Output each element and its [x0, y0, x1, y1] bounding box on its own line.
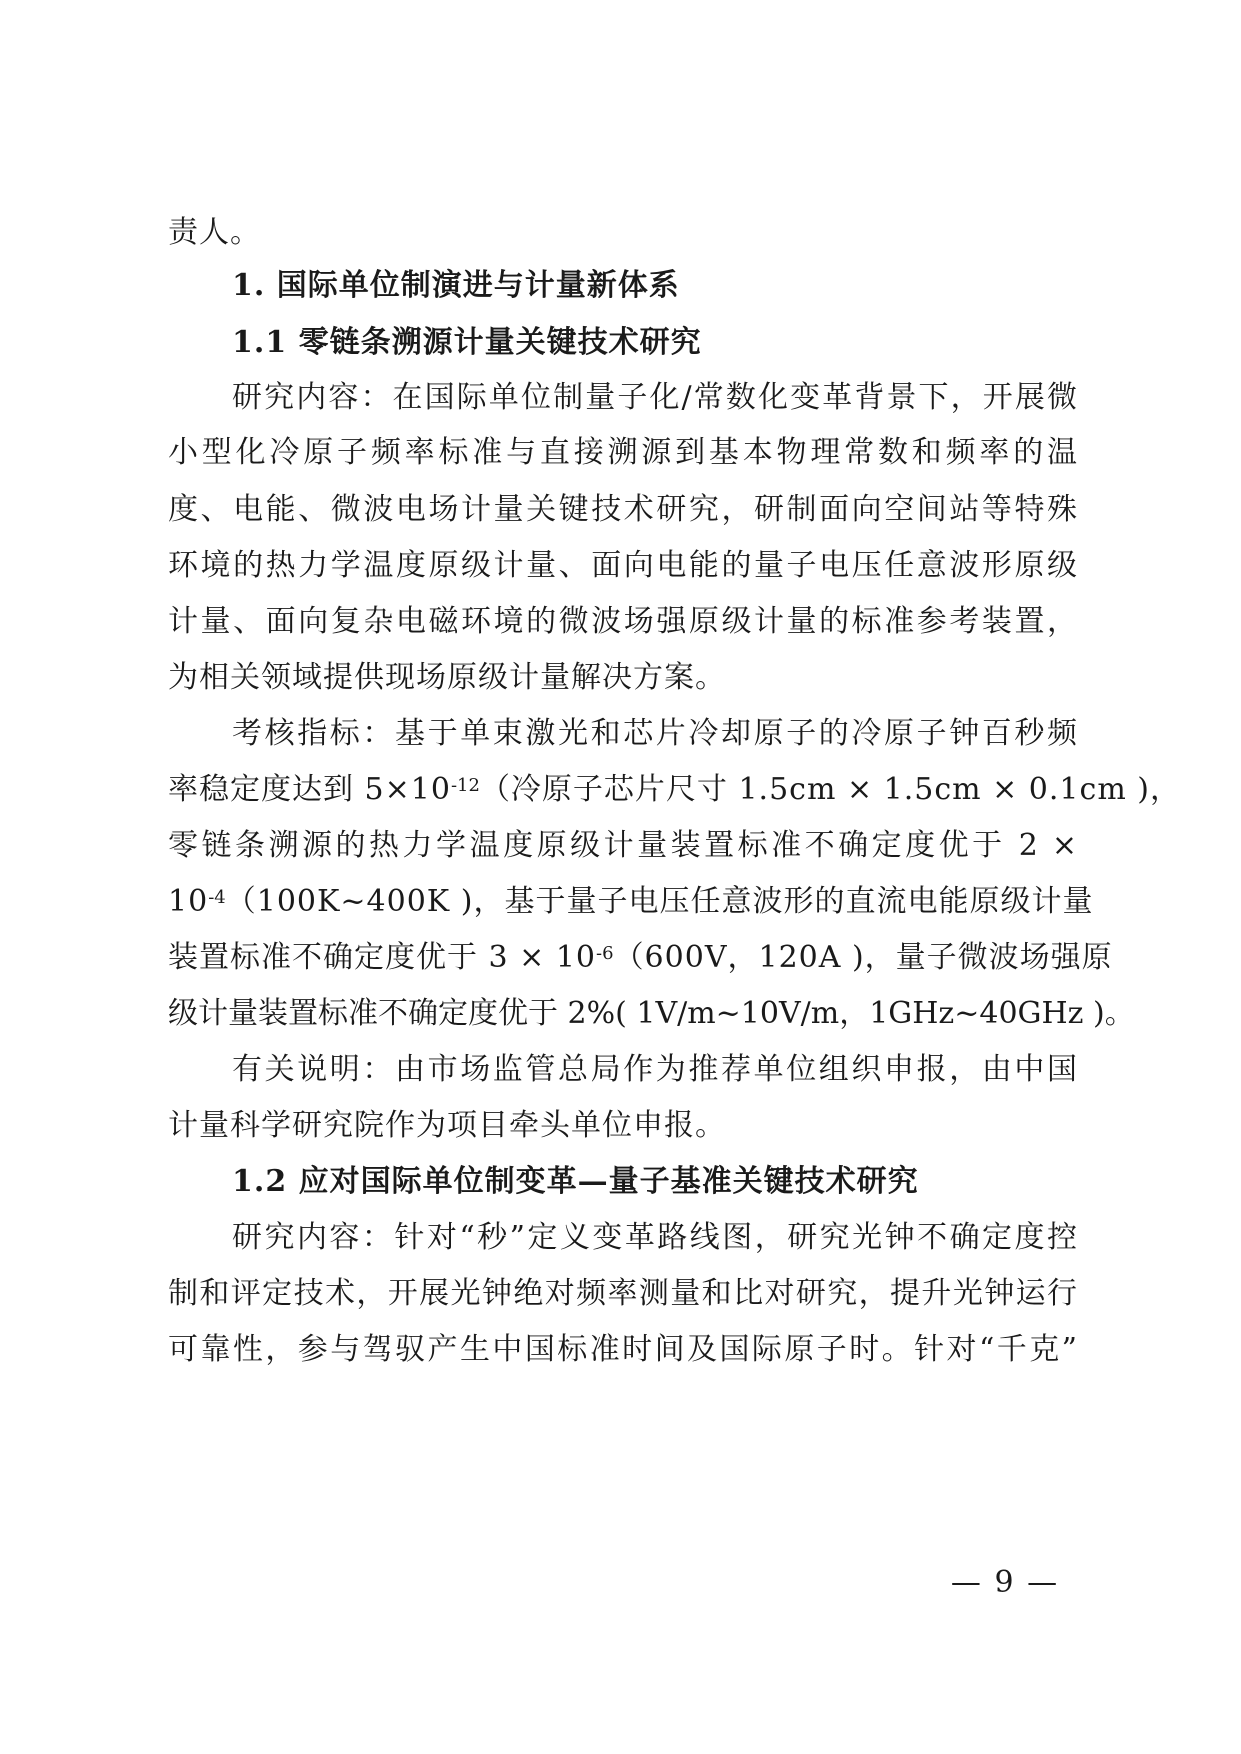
text-segment: 装置标准不确定度优于 3 × 10	[168, 940, 597, 975]
paragraph-line: 考核指标：基于单束激光和芯片冷却原子的冷原子钟百秒频	[232, 716, 1078, 751]
paragraph-line: 研究内容：在国际单位制量子化/常数化变革背景下，开展微	[232, 380, 1078, 415]
paragraph-line: 计量科学研究院作为项目牵头单位申报。	[168, 1108, 726, 1143]
subsection-heading-1-1: 1.1 零链条溯源计量关键技术研究	[232, 325, 702, 360]
superscript-exponent: -6	[596, 943, 614, 964]
paragraph-line: 零链条溯源的热力学温度原级计量装置标准不确定度优于 2 ×	[168, 828, 1078, 863]
paragraph-line: 度、电能、微波电场计量关键技术研究，研制面向空间站等特殊	[168, 492, 1078, 527]
paragraph-line-with-superscript	[168, 882, 1094, 922]
text-segment: （600V，120A )，量子微波场强原	[613, 940, 1113, 975]
page-number: — 9 —	[950, 1565, 1060, 1600]
text-line-continuation: 责人。	[168, 215, 261, 250]
superscript-exponent: -4	[208, 887, 226, 908]
paragraph-line: 有关说明：由市场监管总局作为推荐单位组织申报，由中国	[232, 1052, 1078, 1087]
paragraph-line-with-superscript	[168, 770, 1182, 810]
text-segment: 率稳定度达到 5×10	[168, 772, 451, 807]
paragraph-line: 环境的热力学温度原级计量、面向电能的量子电压任意波形原级	[168, 548, 1078, 583]
text-segment: 10	[168, 884, 209, 919]
superscript-exponent: -12	[450, 775, 480, 796]
subsection-heading-1-2: 1.2 应对国际单位制变革—量子基准关键技术研究	[232, 1164, 919, 1199]
paragraph-line: 制和评定技术，开展光钟绝对频率测量和比对研究，提升光钟运行	[168, 1276, 1078, 1311]
section-heading-1: 1. 国际单位制演进与计量新体系	[232, 268, 680, 303]
paragraph-line: 为相关领域提供现场原级计量解决方案。	[168, 660, 726, 695]
paragraph-line: 研究内容：针对“秒”定义变革路线图，研究光钟不确定度控	[232, 1220, 1078, 1255]
text-segment: （冷原子芯片尺寸 1.5cm × 1.5cm × 0.1cm )，	[479, 772, 1182, 807]
text-segment: （100K~400K )，基于量子电压任意波形的直流电能原级计量	[225, 884, 1094, 919]
paragraph-line: 可靠性，参与驾驭产生中国标准时间及国际原子时。针对“千克”	[168, 1332, 1078, 1367]
paragraph-line: 小型化冷原子频率标准与直接溯源到基本物理常数和频率的温	[168, 435, 1078, 470]
paragraph-line-with-superscript	[168, 938, 1113, 978]
paragraph-line: 计量、面向复杂电磁环境的微波场强原级计量的标准参考装置，	[168, 604, 1078, 639]
paragraph-line: 级计量装置标准不确定度优于 2%( 1V/m~10V/m，1GHz~40GHz )。	[168, 996, 1135, 1031]
